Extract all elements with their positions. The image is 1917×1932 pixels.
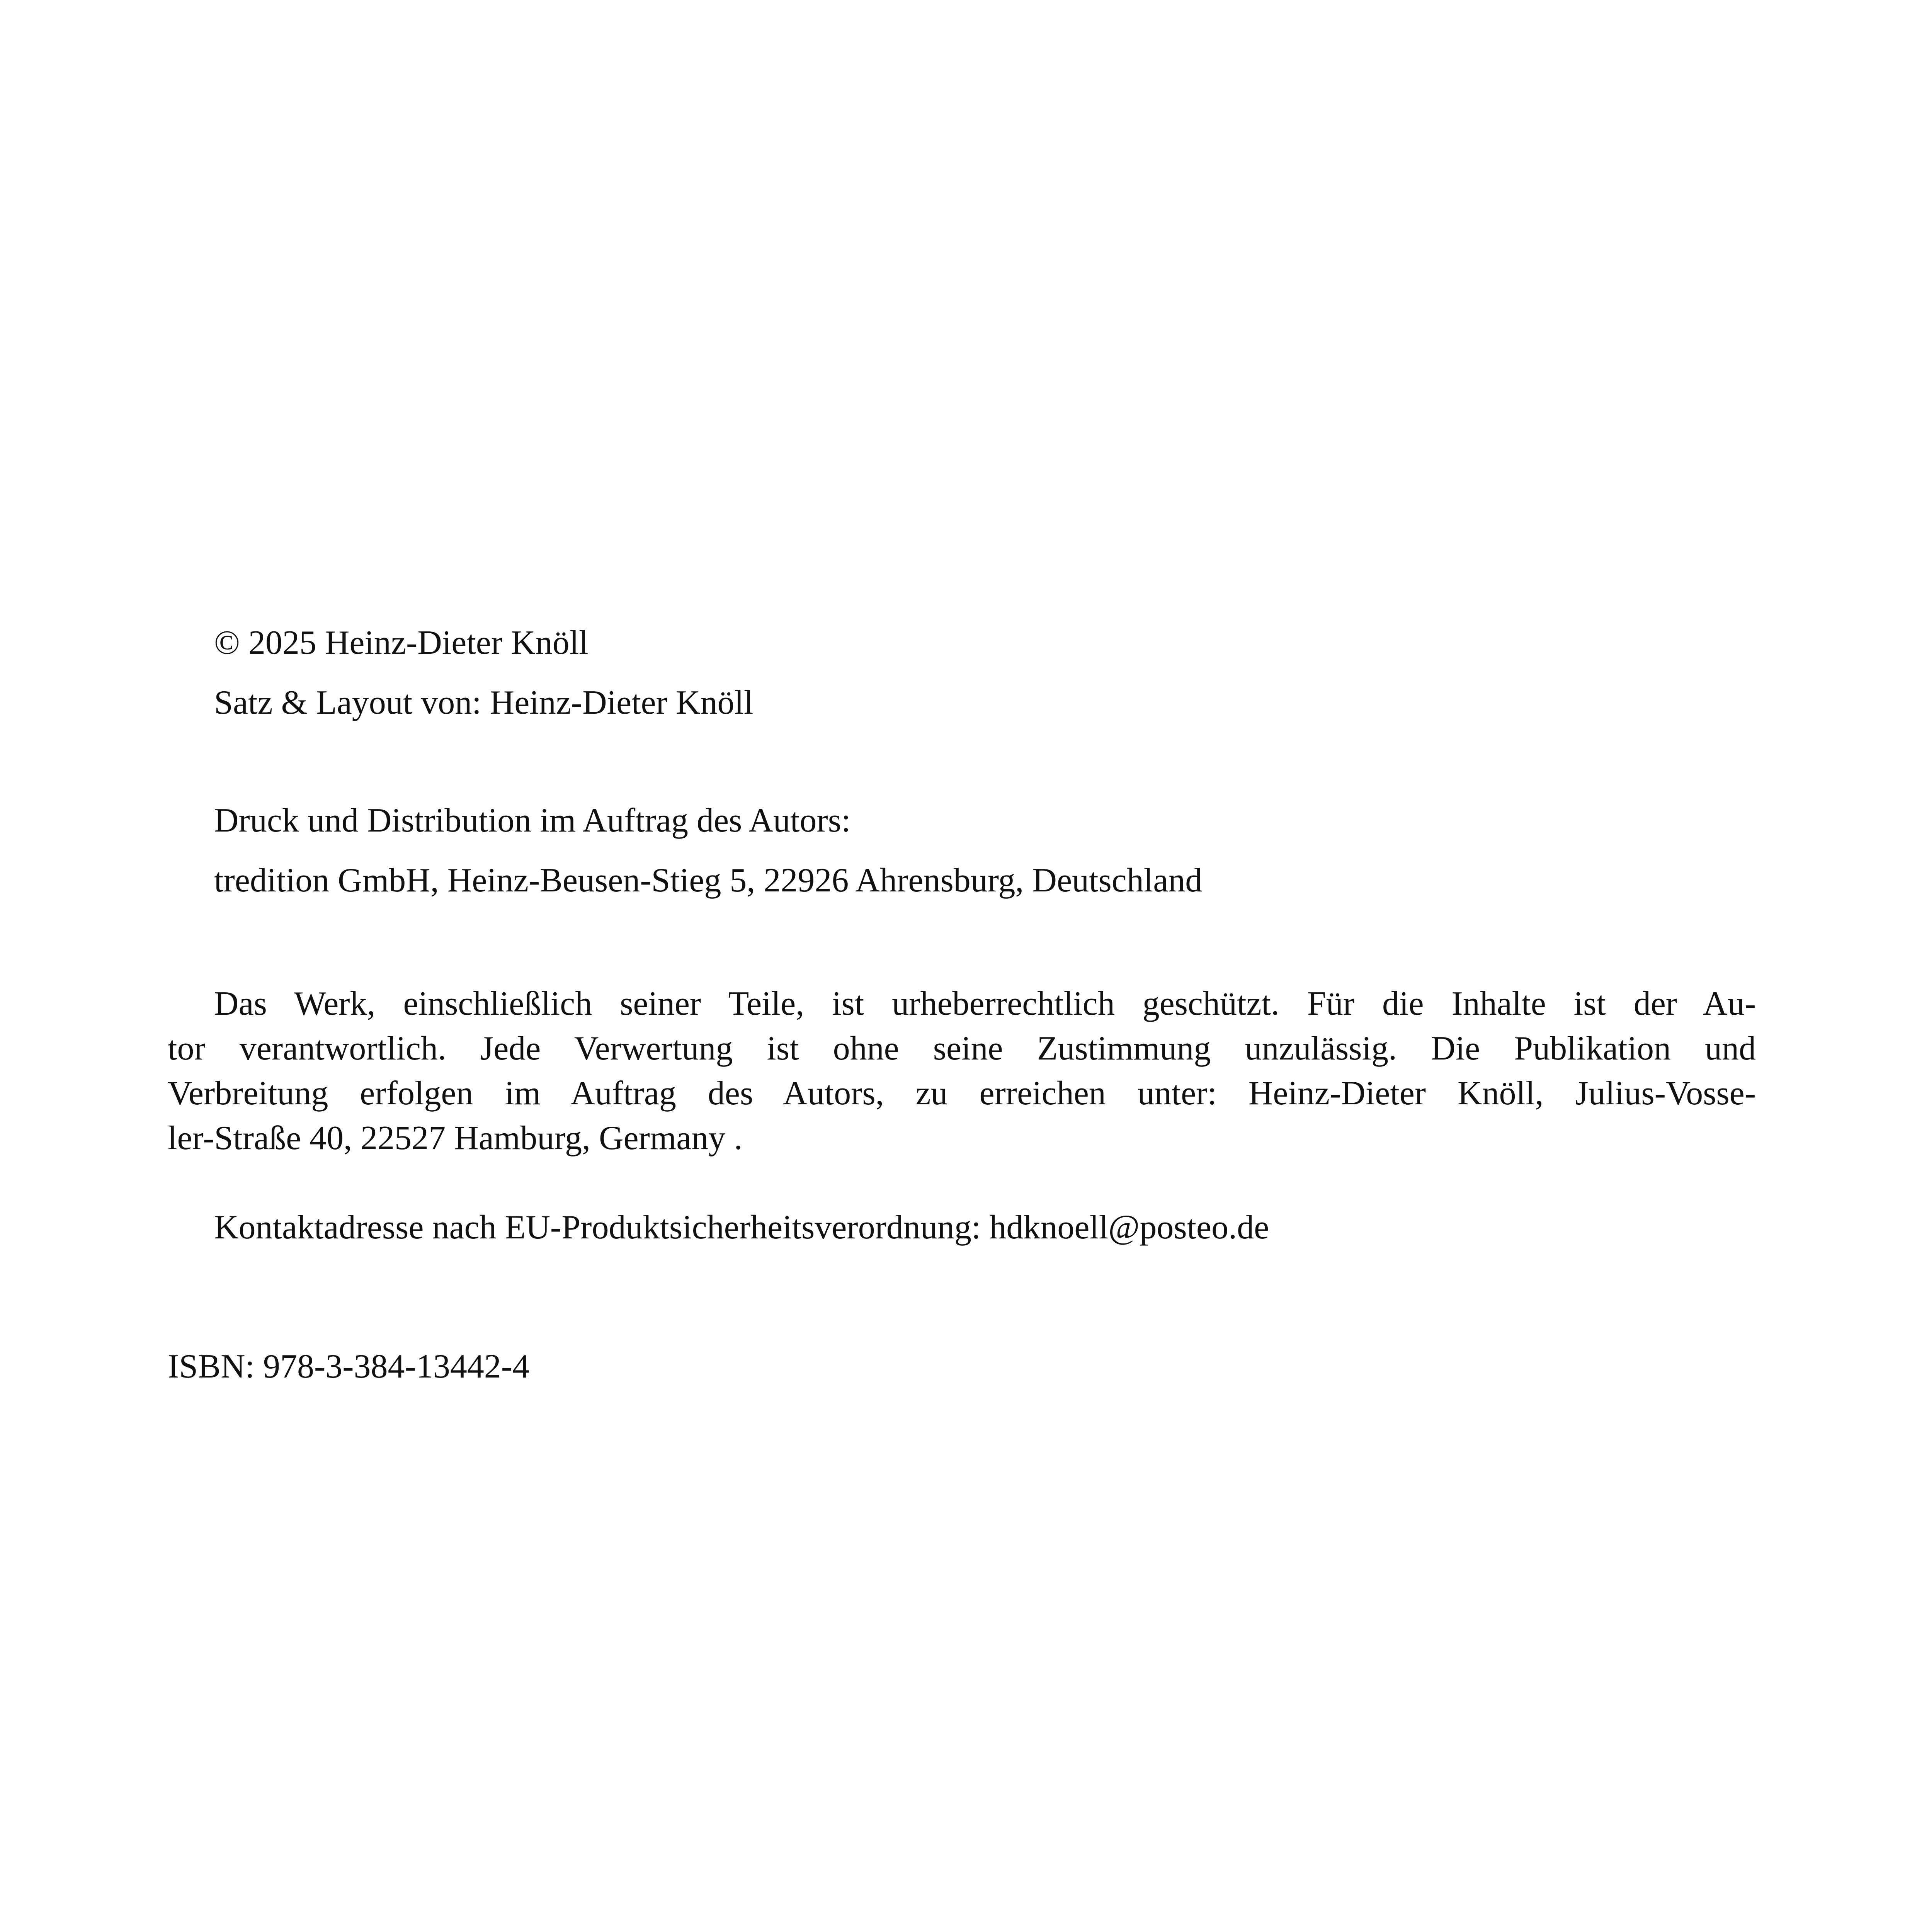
isbn-line: ISBN: 978-3-384-13442-4: [168, 1348, 530, 1385]
legal-paragraph-line: Das Werk, einschließlich seiner Teile, ist urheberrechtlich geschützt. Für die Inhalte ist der Au-: [214, 985, 1756, 1022]
distribution-address: tredition GmbH, Heinz-Beusen-Stieg 5, 22926 Ahrensburg, Deutschland: [214, 862, 1203, 899]
legal-paragraph: [168, 981, 1756, 1161]
contact-address: Kontaktadresse nach EU-Produktsicherheitsverordnung: hdknoell@posteo.de: [214, 1209, 1269, 1246]
legal-paragraph-line: ler-Straße 40, 22527 Hamburg, Germany .: [168, 1119, 743, 1157]
copyright-line: © 2025 Heinz-Dieter Knöll: [214, 624, 589, 662]
legal-paragraph-line: tor verantwortlich. Jede Verwertung ist ohne seine Zustimmung unzulässig. Die Publikation und: [168, 1030, 1756, 1067]
legal-paragraph-line: Verbreitung erfolgen im Auftrag des Autors, zu erreichen unter: Heinz-Dieter Knöll, Julius-Vosse-: [168, 1075, 1756, 1112]
layout-credit-line: Satz & Layout von: Heinz-Dieter Knöll: [214, 684, 754, 721]
distribution-heading: Druck und Distribution im Auftrag des Autors:: [214, 802, 851, 839]
